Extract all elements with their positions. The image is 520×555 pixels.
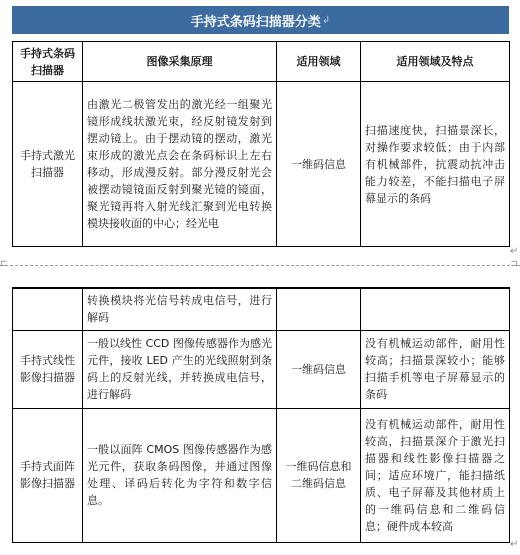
table-row bbox=[13, 330, 510, 408]
cell-principle: 一般以线性 CCD 图像传感器作为感光元件，接收 LED 产生的光线照射到条码上的反射光线，并转换成电信号，进行解码 bbox=[83, 330, 277, 408]
cell-domain: 一维码信息 bbox=[277, 330, 361, 408]
page-break-left-icon: ⊏ bbox=[0, 259, 8, 269]
cell-domain: 一维码信息 bbox=[277, 82, 361, 247]
return-mark-icon: ↵ bbox=[510, 539, 519, 550]
header-domain: 适用领域 bbox=[277, 42, 361, 82]
paragraph-mark-icon: ↲ bbox=[321, 14, 331, 26]
table-title-bar bbox=[12, 6, 509, 34]
cell-features: 没有机械运动部件，耐用性较高；扫描景深较小；能够扫描手机等电子屏幕显示的条码 bbox=[361, 330, 510, 408]
cell-scanner-name: 手持式激光扫描器 bbox=[13, 82, 83, 247]
cell-principle: 一般以面阵 CMOS 图像传感器作为感光元件，获取条码图像，并通过图像处理、译码后转化为字符和数字信息。 bbox=[83, 408, 277, 542]
cell-features: 扫描速度快，扫描景深长，对操作要求较低；由于内部有机械部件，抗震动抗冲击能力较差，不能扫描电子屏幕显示的条码 bbox=[361, 82, 510, 247]
page-break-right-icon: ⊐ bbox=[510, 259, 518, 269]
cell-scanner-name bbox=[13, 288, 83, 330]
table-row bbox=[13, 288, 510, 330]
cell-scanner-name: 手持式线性影像扫描器 bbox=[13, 330, 83, 408]
cell-domain bbox=[277, 288, 361, 330]
page-break-divider bbox=[0, 265, 520, 266]
header-principle: 图像采集原理 bbox=[83, 42, 277, 82]
table-title: 手持式条码扫描器分类 bbox=[190, 14, 321, 30]
cell-features bbox=[361, 288, 510, 330]
table-header-row bbox=[13, 42, 510, 82]
table-row bbox=[13, 82, 510, 247]
cell-principle: 转换模块将光信号转成电信号，进行解码 bbox=[83, 288, 277, 330]
cell-scanner-name: 手持式面阵影像扫描器 bbox=[13, 408, 83, 542]
cell-features: 没有机械运动部件，耐用性较高，扫描景深介于激光扫描器和线性影像扫描器之间；适应环境广，能扫描纸质、电子屏幕及其他材质上的一维码信息和二维码信息；硬件成本较高 bbox=[361, 408, 510, 542]
table-row bbox=[13, 408, 510, 542]
return-mark-icon: ↵ bbox=[510, 246, 519, 257]
scanner-table-part-2 bbox=[12, 287, 510, 543]
scanner-table-part-1 bbox=[12, 41, 510, 247]
header-features: 适用领域及特点 bbox=[361, 42, 510, 82]
cell-principle: 由激光二极管发出的激光经一组聚光镜形成线状激光束，经反射镜发射到摆动镜上。由于摆动镜的摆动，激光束形成的激光点会在条码标识上左右移动，形成漫反射。部分漫反射光会被摆动镜镜面反射到聚光镜的镜面，聚光镜再将入射光线汇聚到光电转换模块接收面的中心；经光电 bbox=[83, 82, 277, 247]
cell-domain: 一维码信息和二维码信息 bbox=[277, 408, 361, 542]
header-scanner-type: 手持式条码扫描器 bbox=[13, 42, 83, 82]
